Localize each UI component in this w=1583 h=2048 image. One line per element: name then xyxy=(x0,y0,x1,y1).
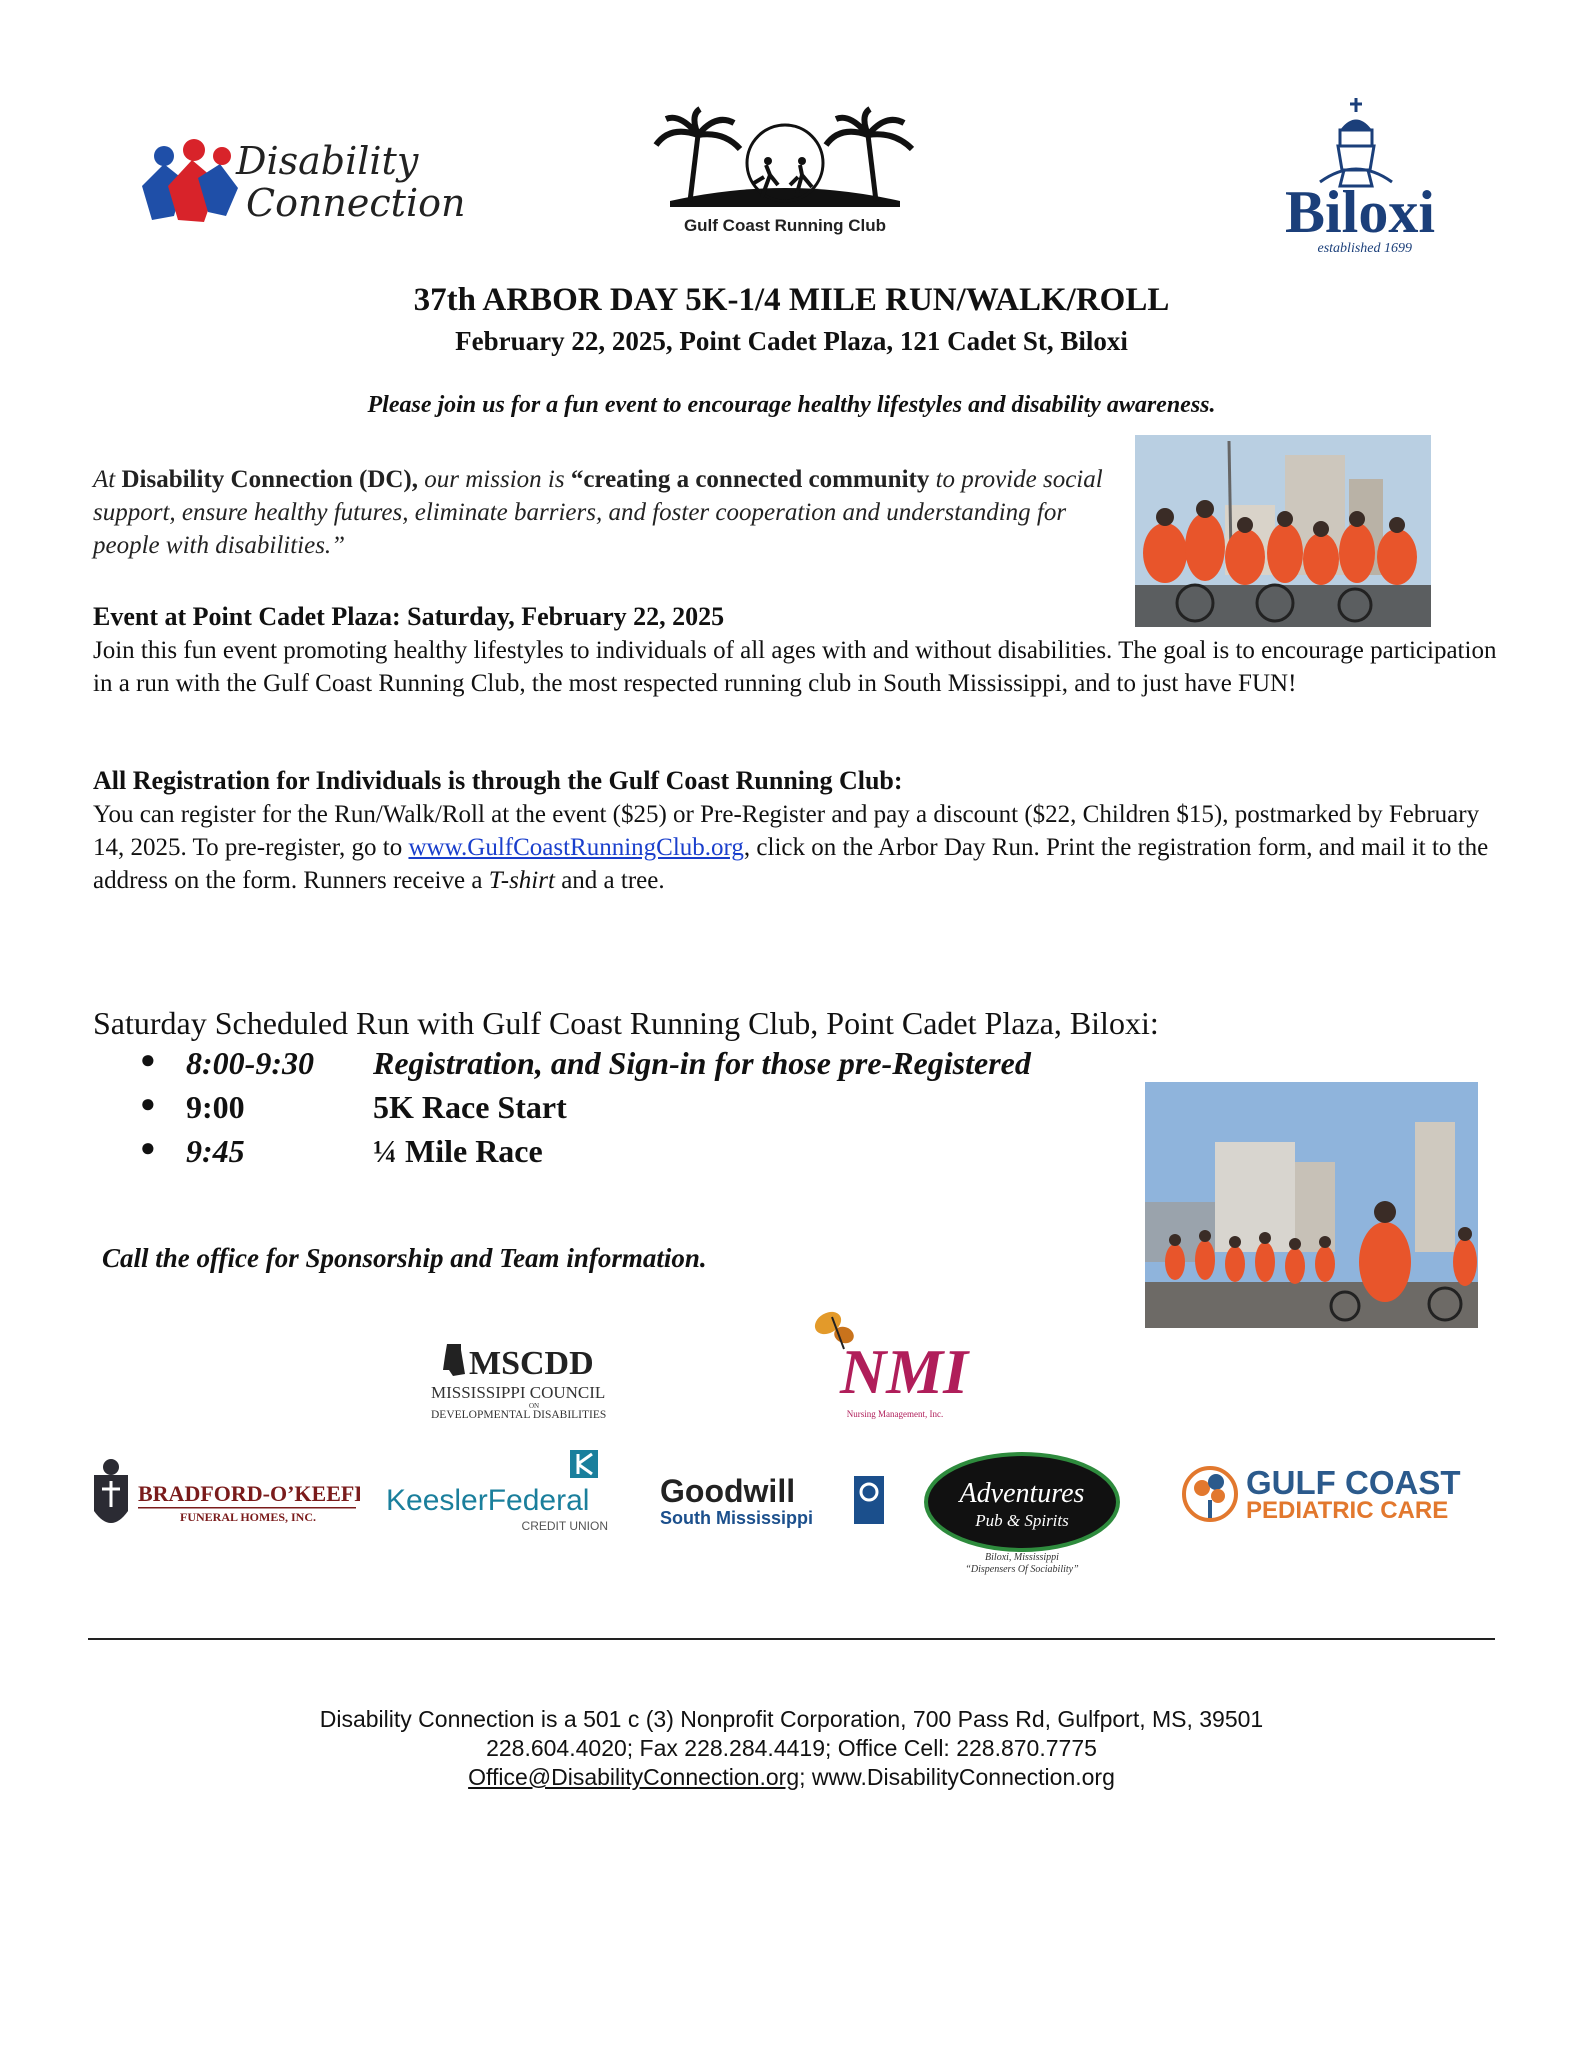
footer-contact xyxy=(0,1764,1583,1791)
footer-phone: 228.604.4020; Fax 228.284.4419; Office Cell: 228.870.7775 xyxy=(486,1735,1097,1761)
mission-statement xyxy=(93,463,1123,562)
biloxi-logo xyxy=(1260,90,1460,260)
gulf-coast-pediatric-care-logo xyxy=(1180,1460,1500,1530)
registration-heading: All Registration for Individuals is through the Gulf Coast Running Club: xyxy=(93,766,903,795)
mission-quote: “creating a connected community xyxy=(570,466,930,493)
svg-text:NMI: NMI xyxy=(840,1336,969,1407)
svg-text:Gulf Coast Running Club: Gulf Coast Running Club xyxy=(683,216,887,235)
goodwill-logo xyxy=(658,1470,890,1530)
svg-text:DEVELOPMENTAL DISABILITIES: DEVELOPMENTAL DISABILITIES xyxy=(431,1409,607,1421)
schedule-time: 8:00-9:30 xyxy=(186,1045,314,1081)
svg-text:Nursing Management, Inc.: Nursing Management, Inc. xyxy=(846,1409,944,1419)
schedule-desc: 5K Race Start xyxy=(373,1089,567,1125)
svg-text:PEDIATRIC CARE: PEDIATRIC CARE xyxy=(1246,1497,1449,1524)
running-club-link[interactable]: www.GulfCoastRunningClub.org xyxy=(408,834,744,861)
gulf-coast-running-club-logo xyxy=(650,105,920,240)
svg-text:Pub & Spirits: Pub & Spirits xyxy=(975,1511,1069,1530)
crest-icon xyxy=(94,1459,128,1523)
sponsorship-call: Call the office for Sponsorship and Team information. xyxy=(102,1243,707,1273)
nmi-logo xyxy=(810,1305,980,1425)
walkers-photo xyxy=(1145,1082,1478,1328)
schedule-heading: Saturday Scheduled Run with Gulf Coast Running Club, Point Cadet Plaza, Biloxi: xyxy=(93,1005,1159,1041)
svg-text:Biloxi: Biloxi xyxy=(1284,179,1436,245)
schedule-desc: ¼ Mile Race xyxy=(373,1133,543,1169)
svg-text:MSCDD: MSCDD xyxy=(469,1345,594,1382)
svg-text:Connection: Connection xyxy=(246,181,466,225)
svg-text:BRADFORD-O’KEEFE: BRADFORD-O’KEEFE xyxy=(138,1481,360,1506)
svg-text:South Mississippi: South Mississippi xyxy=(660,1508,814,1528)
svg-text:GULF COAST: GULF COAST xyxy=(1246,1464,1461,1501)
mission-text: our mission is xyxy=(418,466,571,493)
registration-text: You can register for the Run/Walk/Roll at the event ($25) or Pre-Register and pay a discount ($22, Children $15), postmarked by February 14, 2025. To pre-register, go to xyxy=(93,801,1480,861)
footer-divider xyxy=(88,1638,1495,1640)
mscdd-logo xyxy=(425,1330,655,1425)
svg-text:Adventures: Adventures xyxy=(959,1478,1085,1509)
lighthouse-icon xyxy=(1320,98,1392,186)
schedule-time: 9:00 xyxy=(186,1089,245,1125)
puzzle-people-icon xyxy=(142,139,238,222)
event-tagline: Please join us for a fun event to encourage healthy lifestyles and disability awareness. xyxy=(367,392,1216,418)
mission-org: Disability Connection (DC), xyxy=(121,466,419,493)
event-description: Join this fun event promoting healthy lifestyles to individuals of all ages with and without disabilities. The goal is to encourage participation in a run with the Gulf Coast Running Club, the most respected running club in South Mississippi, and to just have FUN! xyxy=(93,637,1497,697)
bullet-icon: ● xyxy=(140,1133,156,1162)
event-date-location: February 22, 2025, Point Cadet Plaza, 121 Cadet St, Biloxi xyxy=(455,326,1128,356)
tree-child-icon xyxy=(1184,1468,1236,1520)
event-heading: Event at Point Cadet Plaza: Saturday, February 22, 2025 xyxy=(93,602,725,631)
disability-connection-logo xyxy=(138,130,538,230)
registration-text: and a tree. xyxy=(554,867,665,894)
registration-description xyxy=(93,798,1513,897)
footer-email-link[interactable]: Office@DisabilityConnection.org xyxy=(468,1764,800,1790)
svg-text:ON: ON xyxy=(529,1402,540,1410)
svg-text:“Dispensers Of Sociability”: “Dispensers Of Sociability” xyxy=(965,1564,1079,1575)
schedule-desc: Registration, and Sign-in for those pre-Registered xyxy=(373,1045,1031,1081)
svg-text:KeeslerFederal: KeeslerFederal xyxy=(386,1484,590,1517)
svg-text:Goodwill: Goodwill xyxy=(660,1473,796,1509)
svg-text:Disability: Disability xyxy=(236,139,419,183)
svg-text:CREDIT UNION: CREDIT UNION xyxy=(521,1519,608,1533)
svg-text:MISSISSIPPI COUNCIL: MISSISSIPPI COUNCIL xyxy=(431,1383,606,1402)
tshirt-text: T-shirt xyxy=(488,867,555,894)
bradford-okeefe-logo xyxy=(88,1455,360,1545)
bullet-icon: ● xyxy=(140,1045,156,1074)
wheelchair-racers-photo xyxy=(1135,435,1431,627)
keesler-k-icon xyxy=(570,1450,598,1478)
mission-text: At xyxy=(93,466,122,493)
palm-sunset-runners-icon xyxy=(656,109,912,207)
schedule-time: 9:45 xyxy=(186,1133,245,1169)
registration-text: , click on the Arbor Day Run. Print the registration form, and mail it to the address on the form. Runners receive a xyxy=(93,834,1489,894)
svg-text:Biloxi, Mississippi: Biloxi, Mississippi xyxy=(985,1552,1059,1563)
mission-text: to provide social support, ensure healthy futures, eliminate barriers, and foster cooperation and understanding for people with disabilities.” xyxy=(93,466,1103,559)
footer-separator: ; xyxy=(799,1764,812,1790)
svg-text:established 1699: established 1699 xyxy=(1317,241,1412,256)
footer-address: Disability Connection is a 501 c (3) Nonprofit Corporation, 700 Pass Rd, Gulfport, MS, 39501 xyxy=(319,1706,1264,1732)
mississippi-state-icon xyxy=(443,1344,465,1376)
footer-website: www.DisabilityConnection.org xyxy=(811,1764,1115,1790)
event-title: 37th ARBOR DAY 5K-1/4 MILE RUN/WALK/ROLL xyxy=(413,282,1170,318)
bullet-icon: ● xyxy=(140,1089,156,1118)
keesler-federal-logo xyxy=(382,1448,617,1538)
svg-text:FUNERAL HOMES, INC.: FUNERAL HOMES, INC. xyxy=(180,1510,317,1524)
adventures-pub-logo xyxy=(922,1450,1122,1575)
